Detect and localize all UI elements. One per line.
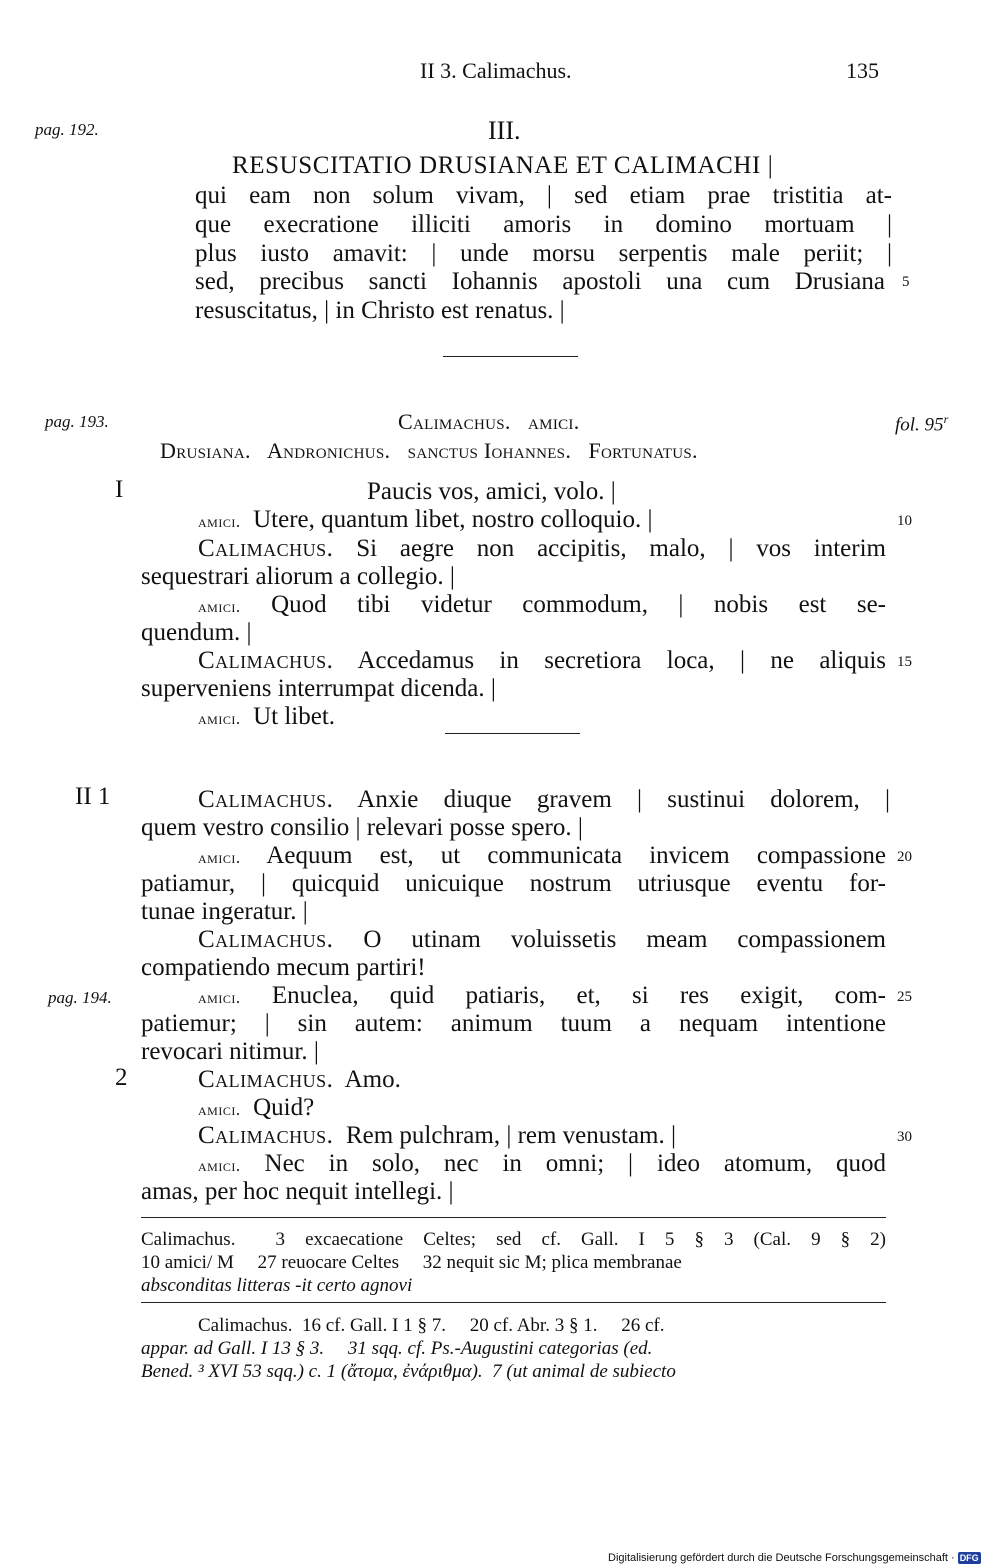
verse-line xyxy=(198,982,886,1012)
speaker: Calimachus. xyxy=(198,647,334,674)
line-number: 5 xyxy=(902,274,910,290)
verse-line: Paucis vos, amici, volo. | xyxy=(367,478,616,505)
margin-ref-pag-194: pag. 194. xyxy=(48,988,112,1007)
speech: Accedamus in secretiora loca, | ne aliquis xyxy=(357,647,887,674)
verse-line xyxy=(198,647,886,675)
speech: Ut libet. xyxy=(253,703,336,730)
verse-line: revocari nitimur. | xyxy=(141,1038,319,1065)
argument-line: plus iusto amavit: | unde morsu serpentis male periit; | xyxy=(195,240,892,267)
argument-line: sed, precibus sancti Iohannis apostoli una cum Drusiana xyxy=(195,268,885,295)
section-number-2: 2 xyxy=(115,1064,128,1091)
margin-ref-pag-192: pag. 192. xyxy=(35,120,99,139)
verse-line xyxy=(198,591,886,621)
speaker: Calimachus. xyxy=(198,926,334,953)
speaker: amici. xyxy=(198,512,241,531)
speech: Utere, quantum libet, nostro colloquio. | xyxy=(253,506,653,533)
verse-line xyxy=(198,842,886,872)
margin-ref-pag-193: pag. 193. xyxy=(45,412,109,431)
speaker: amici. xyxy=(198,597,241,616)
apparatus-line: 10 amici/ M 27 reuocare Celtes 32 nequit sic M; plica membranae xyxy=(141,1252,682,1273)
section-numeral: III. xyxy=(488,116,521,145)
source-line: appar. ad Gall. I 13 § 3. 31 sqq. cf. Ps.-Augustini categorias (ed. xyxy=(141,1338,653,1359)
divider xyxy=(443,356,578,357)
apparatus-rule xyxy=(141,1302,886,1303)
verse-line xyxy=(198,1122,676,1150)
speech: Rem pulchram, | rem venustam. | xyxy=(345,1122,677,1149)
verse-line: sequestrari aliorum a collegio. | xyxy=(141,563,455,590)
page-number: 135 xyxy=(846,58,879,83)
credit-text: Digitalisierung gefördert durch die Deutsche Forschungsgemeinschaft · xyxy=(608,1552,955,1564)
speaker: Calimachus. xyxy=(198,786,334,813)
cast-line-1: Calimachus. amici. xyxy=(398,409,580,434)
line-number: 10 xyxy=(897,513,912,529)
folio-text: fol. 95 xyxy=(895,414,944,436)
verse-line: superveniens interrumpat dicenda. | xyxy=(141,675,496,702)
speaker: amici. xyxy=(198,988,241,1007)
section-number-II-1: II 1 xyxy=(75,783,111,810)
apparatus-line: absconditas litteras -it certo agnovi xyxy=(141,1275,413,1296)
verse-line xyxy=(198,1150,886,1180)
speaker: amici. xyxy=(198,1100,241,1119)
folio-ref xyxy=(895,412,948,436)
running-title: II 3. Calimachus. xyxy=(420,58,572,83)
speech: Amo. xyxy=(344,1066,401,1093)
verse-line: tunae ingeratur. | xyxy=(141,898,308,925)
verse-line xyxy=(198,1094,314,1124)
speaker: amici. xyxy=(198,848,241,867)
verse-line xyxy=(198,926,886,954)
verse-line: compatiendo mecum partiri! xyxy=(141,954,426,981)
argument-line: qui eam non solum vivam, | sed etiam prae tristitia at- xyxy=(195,182,892,209)
line-number: 20 xyxy=(897,849,912,865)
cast-line-2: Drusiana. Andronichus. sanctus Iohannes. Fortunatus. xyxy=(160,438,698,463)
verse-line: amas, per hoc nequit intellegi. | xyxy=(141,1178,454,1205)
speech: O utinam voluissetis meam compassionem xyxy=(363,926,886,953)
apparatus-rule xyxy=(141,1217,886,1218)
speaker: Calimachus. xyxy=(198,1066,334,1093)
source-line: Bened. ³ XVI 53 sqq.) c. 1 (ἄτομα, ἐνάριθμα). 7 (ut animal de subiecto xyxy=(141,1361,676,1382)
apparatus-line: Calimachus. 3 excaecatione Celtes; sed cf. Gall. I 5 § 3 (Cal. 9 § 2) xyxy=(141,1229,886,1250)
speech: Aequum est, ut communicata invicem compassione xyxy=(266,842,887,869)
verse-line xyxy=(198,506,652,536)
line-number: 25 xyxy=(897,989,912,1005)
argument-title: RESUSCITATIO DRUSIANAE ET CALIMACHI | xyxy=(232,152,774,179)
speech: Quod tibi videtur commodum, | nobis est se- xyxy=(271,591,887,618)
speech: Nec in solo, nec in omni; | ideo atomum, quod xyxy=(264,1150,887,1177)
verse-line: quendum. | xyxy=(141,619,252,646)
speaker: amici. xyxy=(198,709,241,728)
folio-sup: r xyxy=(943,412,949,426)
speech: Anxie diuque gravem | sustinui dolorem, | xyxy=(357,786,890,813)
speech: Quid? xyxy=(253,1094,315,1121)
source-line: Calimachus. 16 cf. Gall. I 1 § 7. 20 cf. Abr. 3 § 1. 26 cf. xyxy=(198,1315,665,1336)
speech: Si aegre non accipitis, malo, | vos interim xyxy=(356,535,886,562)
verse-line xyxy=(198,1066,401,1094)
speaker: Calimachus. xyxy=(198,1122,334,1149)
speech: Enuclea, quid patiaris, et, si res exigit, com- xyxy=(271,982,887,1009)
line-number: 30 xyxy=(897,1129,912,1145)
verse-line: quem vestro consilio | relevari posse spero. | xyxy=(141,814,583,841)
verse-line xyxy=(198,535,886,563)
argument-line: resuscitatus, | in Christo est renatus. | xyxy=(195,297,565,324)
dfg-logo: DFG xyxy=(959,1553,979,1563)
section-number-I: I xyxy=(115,476,124,503)
verse-line xyxy=(198,786,890,814)
line-number: 15 xyxy=(897,654,912,670)
digitization-credit xyxy=(608,1552,981,1564)
divider xyxy=(445,733,580,734)
speaker: Calimachus. xyxy=(198,535,334,562)
verse-line: patiamur, | quicquid unicuique nostrum utriusque eventu for- xyxy=(141,870,886,897)
verse-line: patiemur; | sin autem: animum tuum a nequam intentione xyxy=(141,1010,886,1037)
speaker: amici. xyxy=(198,1156,241,1175)
argument-line: que execratione illiciti amoris in domino mortuam | xyxy=(195,211,892,238)
verse-line xyxy=(198,703,335,733)
